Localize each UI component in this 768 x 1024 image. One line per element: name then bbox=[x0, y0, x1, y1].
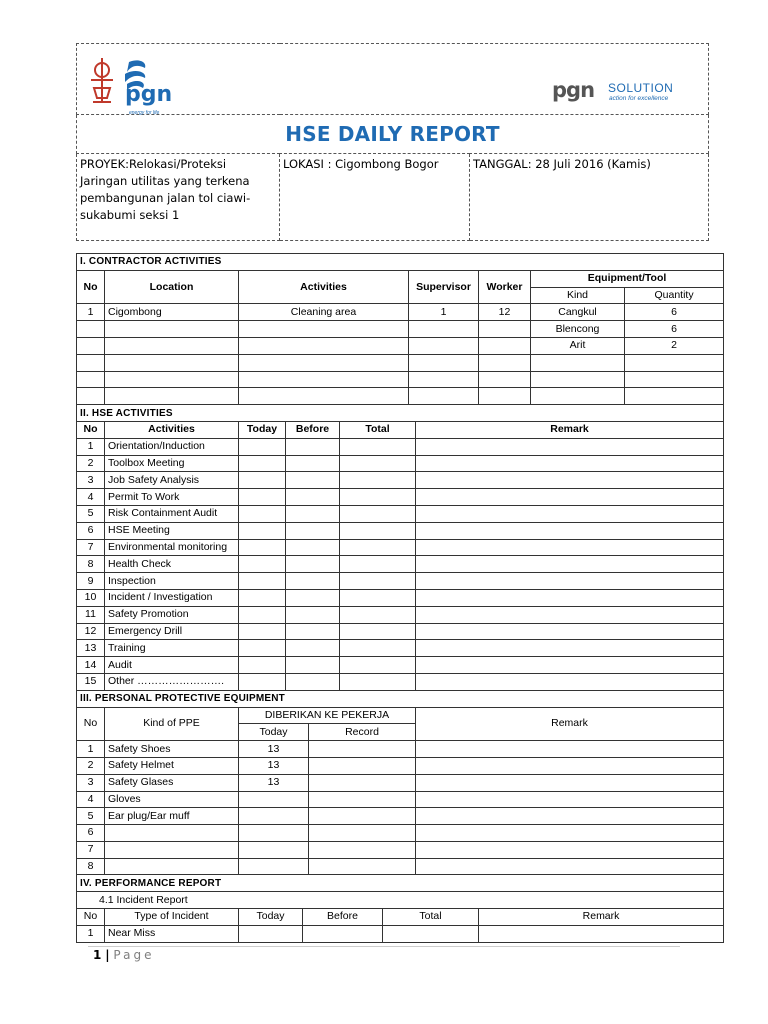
table-cell: 13 bbox=[239, 741, 309, 758]
table-cell: 3 bbox=[77, 472, 105, 489]
table-cell bbox=[239, 841, 309, 858]
table-cell: 1 bbox=[77, 741, 105, 758]
table-row bbox=[77, 808, 724, 825]
table-cell bbox=[409, 321, 479, 338]
table-cell: 1 bbox=[409, 304, 479, 321]
table-cell: Environmental monitoring bbox=[105, 539, 239, 556]
table-cell bbox=[309, 841, 416, 858]
pgn-solution-logo bbox=[552, 78, 702, 108]
table-cell bbox=[340, 657, 416, 674]
col-header: Equipment/Tool bbox=[531, 270, 724, 287]
col-header: Location bbox=[105, 270, 239, 304]
table-cell bbox=[105, 321, 239, 338]
table-cell bbox=[239, 539, 286, 556]
table-cell bbox=[286, 573, 340, 590]
tanggal-cell: TANGGAL: 28 Juli 2016 (Kamis) bbox=[470, 154, 709, 241]
table-cell bbox=[239, 438, 286, 455]
col-header: No bbox=[77, 421, 105, 438]
col-header: Before bbox=[286, 421, 340, 438]
table-cell bbox=[340, 623, 416, 640]
table-cell bbox=[479, 354, 531, 371]
col-header: Activities bbox=[239, 270, 409, 304]
table-cell bbox=[239, 673, 286, 690]
table-cell bbox=[239, 388, 409, 405]
table-cell bbox=[479, 388, 531, 405]
table-cell bbox=[105, 825, 239, 842]
table-cell bbox=[416, 757, 724, 774]
table-row bbox=[77, 825, 724, 842]
footer-divider bbox=[88, 946, 680, 947]
table-row bbox=[77, 791, 724, 808]
table-cell: Orientation/Induction bbox=[105, 438, 239, 455]
table-cell bbox=[309, 791, 416, 808]
col-header: Total bbox=[340, 421, 416, 438]
table-cell bbox=[416, 438, 724, 455]
table-cell bbox=[416, 489, 724, 506]
table-cell bbox=[416, 741, 724, 758]
table-cell: 6 bbox=[625, 321, 724, 338]
table-cell bbox=[416, 472, 724, 489]
table-cell bbox=[340, 673, 416, 690]
table-cell: 2 bbox=[77, 757, 105, 774]
table-cell: Job Safety Analysis bbox=[105, 472, 239, 489]
page-footer bbox=[93, 948, 154, 962]
table-cell: Safety Shoes bbox=[105, 741, 239, 758]
table-cell bbox=[303, 925, 383, 942]
col-header: No bbox=[77, 707, 105, 741]
table-cell: Safety Helmet bbox=[105, 757, 239, 774]
table-cell bbox=[625, 371, 724, 388]
table-cell: Near Miss bbox=[105, 925, 239, 942]
table-cell bbox=[479, 337, 531, 354]
table-cell bbox=[309, 741, 416, 758]
table-row bbox=[77, 623, 724, 640]
table-cell bbox=[239, 321, 409, 338]
logo-right-text: pgn bbox=[552, 78, 595, 102]
table-cell bbox=[77, 371, 105, 388]
table-cell bbox=[286, 556, 340, 573]
table-row bbox=[77, 673, 724, 690]
table-cell bbox=[239, 489, 286, 506]
table-cell bbox=[340, 640, 416, 657]
table-cell: 5 bbox=[77, 505, 105, 522]
table-cell: Cangkul bbox=[531, 304, 625, 321]
table-cell: Cigombong bbox=[105, 304, 239, 321]
table-cell: 2 bbox=[625, 337, 724, 354]
table-row bbox=[77, 589, 724, 606]
pgn-logo-left bbox=[85, 54, 245, 116]
table-cell bbox=[340, 522, 416, 539]
table-row bbox=[77, 354, 724, 371]
table-cell bbox=[77, 354, 105, 371]
table-cell bbox=[239, 623, 286, 640]
table-cell: Risk Containment Audit bbox=[105, 505, 239, 522]
table-cell bbox=[409, 371, 479, 388]
report-header bbox=[76, 43, 708, 237]
col-header: Today bbox=[239, 421, 286, 438]
section-title: I. CONTRACTOR ACTIVITIES bbox=[77, 254, 724, 271]
page-number: 1 bbox=[93, 948, 102, 962]
table-cell bbox=[416, 657, 724, 674]
table-cell: Audit bbox=[105, 657, 239, 674]
lokasi-cell: LOKASI : Cigombong Bogor bbox=[280, 154, 470, 241]
col-header: Kind of PPE bbox=[105, 707, 239, 741]
table-cell bbox=[531, 371, 625, 388]
table-row bbox=[77, 438, 724, 455]
table-cell: 4 bbox=[77, 791, 105, 808]
table-cell bbox=[416, 623, 724, 640]
table-cell bbox=[77, 321, 105, 338]
table-row bbox=[77, 858, 724, 875]
table-cell bbox=[416, 556, 724, 573]
table-cell bbox=[239, 371, 409, 388]
table-cell: 12 bbox=[479, 304, 531, 321]
table-row bbox=[77, 606, 724, 623]
table-row bbox=[77, 657, 724, 674]
table-cell bbox=[286, 606, 340, 623]
table-cell bbox=[286, 455, 340, 472]
table-cell bbox=[416, 539, 724, 556]
table-row bbox=[77, 489, 724, 506]
table-cell: Gloves bbox=[105, 791, 239, 808]
table-cell: 9 bbox=[77, 573, 105, 590]
table-cell bbox=[416, 573, 724, 590]
table-cell bbox=[239, 825, 309, 842]
table-row bbox=[77, 556, 724, 573]
logo-row bbox=[77, 44, 709, 115]
table-cell: 4 bbox=[77, 489, 105, 506]
table-cell bbox=[105, 354, 239, 371]
table-cell bbox=[77, 337, 105, 354]
table-cell bbox=[531, 388, 625, 405]
table-cell bbox=[416, 791, 724, 808]
table-cell bbox=[239, 556, 286, 573]
col-header: Before bbox=[303, 909, 383, 926]
table-cell: Cleaning area bbox=[239, 304, 409, 321]
table-cell bbox=[286, 489, 340, 506]
table-cell bbox=[340, 573, 416, 590]
table-cell: 7 bbox=[77, 841, 105, 858]
table-cell bbox=[340, 556, 416, 573]
title-cell bbox=[77, 115, 709, 154]
table-cell: Safety Glases bbox=[105, 774, 239, 791]
table-cell: 12 bbox=[77, 623, 105, 640]
table-cell bbox=[239, 657, 286, 674]
logo-left-tagline: energy for life bbox=[129, 110, 160, 116]
table-cell: 5 bbox=[77, 808, 105, 825]
table-cell bbox=[239, 858, 309, 875]
logo-right-tagline: action for excellence bbox=[609, 95, 669, 102]
table-cell bbox=[239, 589, 286, 606]
table-cell: 6 bbox=[77, 522, 105, 539]
table-cell: 15 bbox=[77, 673, 105, 690]
table-cell: 6 bbox=[77, 825, 105, 842]
table-cell: 2 bbox=[77, 455, 105, 472]
table-cell: 11 bbox=[77, 606, 105, 623]
table-cell bbox=[340, 489, 416, 506]
section-title: IV. PERFORMANCE REPORT bbox=[77, 875, 724, 892]
table-cell bbox=[286, 589, 340, 606]
table-cell bbox=[239, 808, 309, 825]
table-row bbox=[77, 757, 724, 774]
table-cell bbox=[383, 925, 479, 942]
report-title: HSE DAILY REPORT bbox=[285, 122, 500, 146]
contractor-activities-table bbox=[76, 253, 724, 405]
table-cell bbox=[286, 673, 340, 690]
table-cell bbox=[286, 438, 340, 455]
table-cell bbox=[239, 472, 286, 489]
table-cell bbox=[416, 522, 724, 539]
table-cell bbox=[409, 337, 479, 354]
table-cell bbox=[416, 455, 724, 472]
table-cell: 8 bbox=[77, 858, 105, 875]
table-cell bbox=[416, 673, 724, 690]
table-cell bbox=[286, 640, 340, 657]
table-cell bbox=[105, 858, 239, 875]
hse-activities-table bbox=[76, 404, 724, 691]
page-label: Page bbox=[113, 948, 155, 962]
table-cell bbox=[286, 539, 340, 556]
table-cell bbox=[105, 371, 239, 388]
table-cell: 14 bbox=[77, 657, 105, 674]
report-body bbox=[76, 253, 723, 943]
table-cell bbox=[105, 388, 239, 405]
table-cell bbox=[77, 388, 105, 405]
table-cell: 8 bbox=[77, 556, 105, 573]
col-header: Activities bbox=[105, 421, 239, 438]
table-row bbox=[77, 573, 724, 590]
table-cell bbox=[625, 354, 724, 371]
table-cell: Health Check bbox=[105, 556, 239, 573]
table-row bbox=[77, 455, 724, 472]
col-header: DIBERIKAN KE PEKERJA bbox=[239, 707, 416, 724]
table-cell: Safety Promotion bbox=[105, 606, 239, 623]
table-row bbox=[77, 371, 724, 388]
table-cell bbox=[105, 841, 239, 858]
table-cell: HSE Meeting bbox=[105, 522, 239, 539]
table-cell: 13 bbox=[239, 757, 309, 774]
col-header: Worker bbox=[479, 270, 531, 304]
table-cell: 13 bbox=[239, 774, 309, 791]
col-header: No bbox=[77, 270, 105, 304]
table-cell bbox=[340, 606, 416, 623]
table-cell: 1 bbox=[77, 925, 105, 942]
table-row bbox=[77, 774, 724, 791]
table-cell bbox=[239, 640, 286, 657]
col-header: Quantity bbox=[625, 287, 724, 304]
table-cell bbox=[286, 657, 340, 674]
table-cell bbox=[239, 791, 309, 808]
table-cell bbox=[479, 321, 531, 338]
table-cell bbox=[239, 925, 303, 942]
table-cell bbox=[309, 825, 416, 842]
table-cell bbox=[239, 606, 286, 623]
table-row bbox=[77, 741, 724, 758]
section-title: II. HSE ACTIVITIES bbox=[77, 405, 724, 422]
table-cell: Other ……………………. bbox=[105, 673, 239, 690]
table-cell: Arit bbox=[531, 337, 625, 354]
logo-right-solution: SOLUTION bbox=[608, 81, 674, 95]
table-cell bbox=[416, 858, 724, 875]
table-cell bbox=[309, 774, 416, 791]
table-cell bbox=[340, 505, 416, 522]
table-cell bbox=[479, 371, 531, 388]
table-cell: Toolbox Meeting bbox=[105, 455, 239, 472]
table-cell bbox=[479, 925, 724, 942]
table-cell bbox=[286, 522, 340, 539]
table-row bbox=[77, 841, 724, 858]
table-cell bbox=[409, 354, 479, 371]
table-cell: Emergency Drill bbox=[105, 623, 239, 640]
table-cell bbox=[340, 438, 416, 455]
table-cell: 6 bbox=[625, 304, 724, 321]
table-row bbox=[77, 304, 724, 321]
table-cell: 7 bbox=[77, 539, 105, 556]
table-cell bbox=[239, 573, 286, 590]
table-cell: 10 bbox=[77, 589, 105, 606]
table-cell: 13 bbox=[77, 640, 105, 657]
table-cell bbox=[239, 455, 286, 472]
table-cell bbox=[309, 858, 416, 875]
table-cell: Incident / Investigation bbox=[105, 589, 239, 606]
col-header: Kind bbox=[531, 287, 625, 304]
section-title: III. PERSONAL PROTECTIVE EQUIPMENT bbox=[77, 690, 724, 707]
table-cell bbox=[625, 388, 724, 405]
table-cell bbox=[239, 522, 286, 539]
table-cell bbox=[416, 505, 724, 522]
table-cell bbox=[531, 354, 625, 371]
table-cell: Inspection bbox=[105, 573, 239, 590]
table-cell bbox=[409, 388, 479, 405]
proyek-cell: PROYEK:Relokasi/Proteksi Jaringan utilitas yang terkena pembangunan jalan tol ciawi-sukabumi seksi 1 bbox=[77, 154, 280, 241]
col-header: No bbox=[77, 909, 105, 926]
table-cell bbox=[309, 808, 416, 825]
table-cell bbox=[340, 539, 416, 556]
table-cell bbox=[340, 589, 416, 606]
ppe-table bbox=[76, 690, 724, 876]
table-cell bbox=[416, 808, 724, 825]
section-subtitle: 4.1 Incident Report bbox=[77, 892, 724, 909]
table-cell bbox=[416, 774, 724, 791]
table-cell bbox=[416, 589, 724, 606]
table-cell bbox=[286, 505, 340, 522]
logo-left-text: pgn bbox=[125, 82, 173, 107]
table-cell bbox=[340, 455, 416, 472]
table-cell bbox=[239, 505, 286, 522]
table-cell: Blencong bbox=[531, 321, 625, 338]
table-cell: 1 bbox=[77, 438, 105, 455]
col-header: Type of Incident bbox=[105, 909, 239, 926]
table-row bbox=[77, 539, 724, 556]
table-cell bbox=[416, 606, 724, 623]
table-cell bbox=[239, 337, 409, 354]
table-row bbox=[77, 321, 724, 338]
table-cell bbox=[416, 841, 724, 858]
col-header: Today bbox=[239, 909, 303, 926]
table-cell bbox=[239, 354, 409, 371]
table-cell: 1 bbox=[77, 304, 105, 321]
col-header: Remark bbox=[416, 707, 724, 741]
table-cell: 3 bbox=[77, 774, 105, 791]
performance-report-table bbox=[76, 874, 724, 942]
table-cell: Permit To Work bbox=[105, 489, 239, 506]
table-cell bbox=[340, 472, 416, 489]
table-cell bbox=[416, 640, 724, 657]
table-row bbox=[77, 472, 724, 489]
col-header: Today bbox=[239, 724, 309, 741]
table-cell bbox=[416, 825, 724, 842]
table-row bbox=[77, 925, 724, 942]
table-cell bbox=[286, 623, 340, 640]
table-row bbox=[77, 522, 724, 539]
col-header: Remark bbox=[479, 909, 724, 926]
footer-separator: | bbox=[105, 948, 110, 962]
col-header: Supervisor bbox=[409, 270, 479, 304]
table-cell bbox=[309, 757, 416, 774]
col-header: Total bbox=[383, 909, 479, 926]
table-cell: Ear plug/Ear muff bbox=[105, 808, 239, 825]
table-row bbox=[77, 337, 724, 354]
table-row bbox=[77, 640, 724, 657]
col-header: Remark bbox=[416, 421, 724, 438]
table-cell bbox=[105, 337, 239, 354]
table-row bbox=[77, 388, 724, 405]
table-cell: Training bbox=[105, 640, 239, 657]
table-row bbox=[77, 505, 724, 522]
table-cell bbox=[286, 472, 340, 489]
col-header: Record bbox=[309, 724, 416, 741]
